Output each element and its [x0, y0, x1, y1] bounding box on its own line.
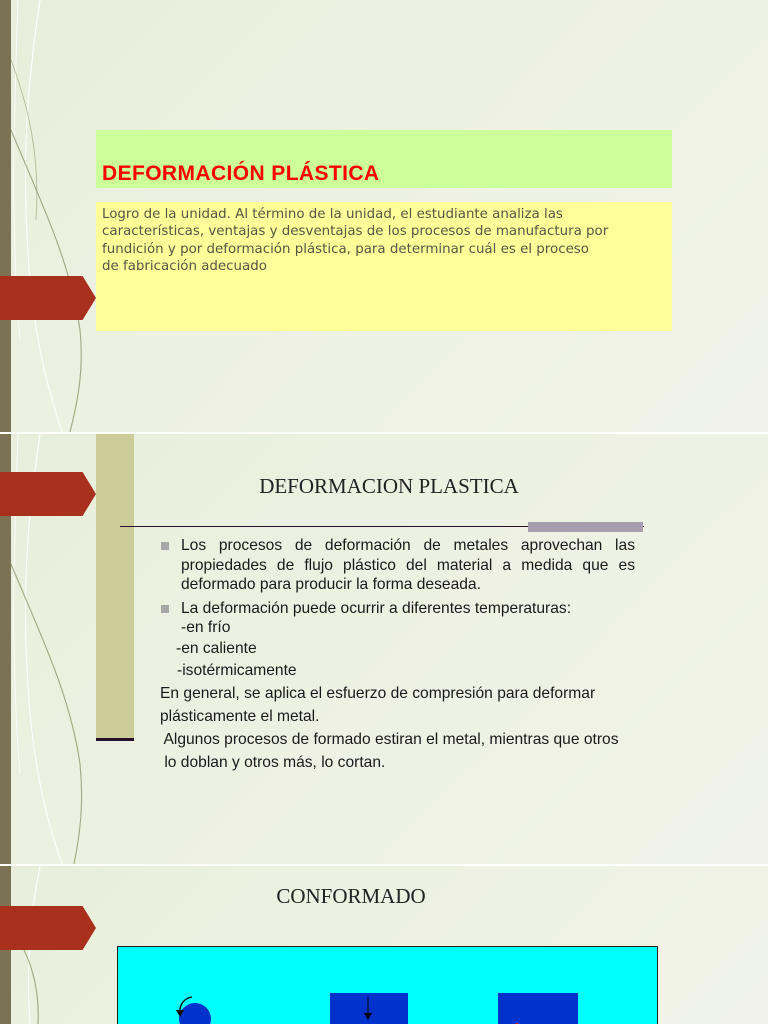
forging-die-shape: [330, 993, 408, 1024]
slide-3: [0, 866, 768, 1024]
title-rule-accent: [528, 522, 643, 532]
bullet-text: Los procesos de deformación de metales aprovechan las propiedades de flujo plástico del material a medida que es deformado para producir la forma deseada.: [181, 537, 635, 593]
sub-item: -isotérmicamente: [177, 661, 297, 679]
paragraph-line: Algunos procesos de formado estiran el metal, mientras que otros: [160, 730, 619, 748]
roll-shape: [179, 1003, 211, 1024]
red-tab-marker: [0, 276, 96, 320]
content-body: [160, 536, 635, 774]
bullet-square-icon: [161, 542, 169, 550]
red-tab-marker: [0, 906, 96, 950]
bullet-item: [160, 536, 635, 595]
slide-title: DEFORMACION PLASTICA: [259, 474, 519, 498]
slide-title: DEFORMACIÓN PLÁSTICA: [102, 162, 380, 185]
forming-diagram: [117, 946, 658, 1024]
paragraph-line: plásticamente el metal.: [160, 707, 320, 725]
slide-title: CONFORMADO: [276, 884, 426, 908]
vine-decoration: [0, 0, 110, 432]
slide-1: [0, 0, 768, 432]
side-panel-underline: [96, 738, 134, 741]
extrusion-container-shape: [498, 993, 578, 1024]
forming-diagram-illustration: [118, 947, 657, 1024]
sub-item: -en frío: [181, 619, 231, 636]
objective-text: Logro de la unidad. Al término de la unidad, el estudiante analiza las características, ventajas y desventajas de los procesos de manufactura por fundición y por deformación plástica, para determinar cuál es el proceso de fabricación adecuado: [102, 207, 609, 274]
side-panel: [96, 434, 134, 738]
title-box: [96, 130, 672, 188]
bullet-square-icon: [161, 605, 169, 613]
paragraph-line: En general, se aplica el esfuerzo de compresión para deformar: [160, 684, 596, 702]
objective-box: [96, 202, 672, 331]
red-tab-marker: [0, 472, 96, 516]
sub-item: -en caliente: [176, 639, 257, 657]
bullet-text: La deformación puede ocurrir a diferentes temperaturas:: [181, 599, 572, 617]
slide-2: [0, 434, 768, 864]
bullet-item: [160, 599, 635, 638]
paragraph-line: lo doblan y otros más, lo cortan.: [160, 753, 386, 771]
